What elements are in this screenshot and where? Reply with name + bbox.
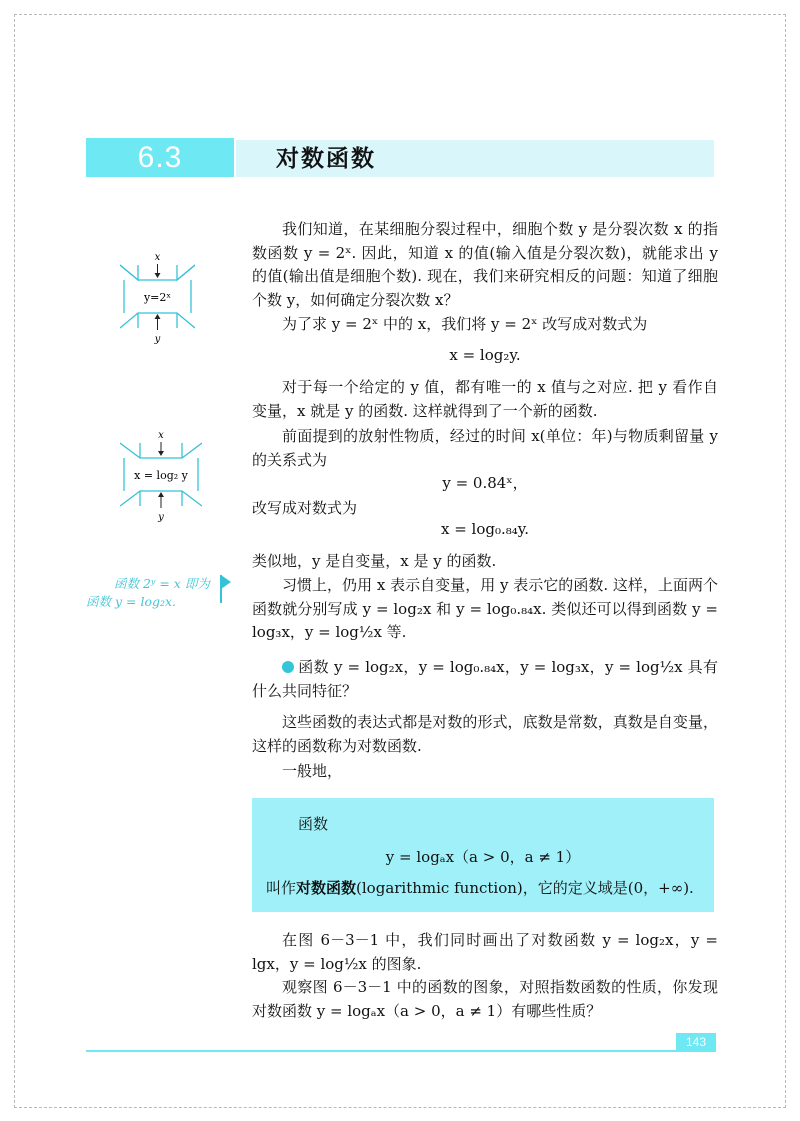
- definition-formula: y = logₐx（a > 0，a ≠ 1）: [385, 848, 581, 866]
- paragraph-radioactive: 前面提到的放射性物质，经过的时间 x(单位：年)与物质剩留量 y 的关系式为: [252, 427, 718, 469]
- flag-icon: [221, 575, 231, 589]
- definition-term: 对数函数: [296, 879, 357, 897]
- section-title-bar: [236, 140, 714, 177]
- paragraph-features: 这些函数的表达式都是对数的形式，底数是常数，真数是自变量，这样的函数称为对数函数.: [252, 713, 718, 755]
- diagram1-top: x: [154, 252, 161, 263]
- question-text: 函数 y = log₂x，y = log₀.₈₄x，y = log₃x，y = log½x 具有什么共同特征？: [252, 658, 718, 700]
- bullet-dot-icon: [282, 661, 294, 673]
- definition-suffix: (logarithmic function)，它的定义域是(0，+∞).: [356, 879, 694, 897]
- page-number: 143: [676, 1033, 716, 1051]
- definition-line1: 函数: [298, 815, 329, 833]
- diagram-exponential: [120, 250, 195, 345]
- paragraph-figure: 在图 6－3－1 中，我们同时画出了对数函数 y = log₂x，y = lgx，y = log½x 的图象.: [252, 931, 718, 973]
- footer-rule: [86, 1050, 716, 1052]
- margin-note-line1: 函数 2ʸ = x 即为: [114, 576, 210, 591]
- paragraph-convention: 习惯上，仍用 x 表示自变量，用 y 表示它的函数. 这样，上面两个函数就分别写成 y = log₂x 和 y = log₀.₈₄x. 类似还可以得到函数 y = log₃x，y = log½x 等.: [252, 576, 718, 641]
- paragraph-rewrite: 改写成对数式为: [252, 499, 358, 517]
- margin-note: [86, 575, 210, 611]
- definition-prefix: 叫作: [266, 879, 297, 897]
- equation-log2: x = log₂y.: [449, 346, 521, 364]
- definition-box: [252, 798, 714, 912]
- diagram1-label: y=2ˣ: [143, 291, 172, 304]
- diagram2-label: x = log₂ y: [134, 469, 188, 482]
- equation-log084: x = log₀.₈₄y.: [440, 520, 530, 538]
- paragraph-similarly: 类似地，y 是自变量，x 是 y 的函数.: [252, 552, 497, 570]
- diagram2-bottom: y: [158, 512, 164, 523]
- diagram1-bottom: y: [154, 334, 161, 345]
- paragraph-intro: 我们知道，在某细胞分裂过程中，细胞个数 y 是分裂次数 x 的指数函数 y = 2ˣ. 因此，知道 x 的值(输入值是分裂次数)，就能求出 y 的值(输出值是细胞个数). 现在，我们来研究相反的问题：知道了细胞个数 y，如何确定分裂次数 x？: [252, 220, 718, 309]
- margin-note-line2: 函数 y = log₂x.: [86, 594, 177, 609]
- diagram2-top: x: [158, 430, 164, 441]
- section-number: 6.3: [137, 141, 183, 174]
- paragraph-solve-x: 为了求 y = 2ˣ 中的 x，我们将 y = 2ˣ 改写成对数式为: [282, 315, 648, 333]
- question: [252, 656, 718, 703]
- paragraph-generally: 一般地，: [282, 762, 343, 780]
- definition-line3: [266, 877, 694, 898]
- diagram-logarithm: [120, 428, 202, 523]
- paragraph-new-function: 对于每一个给定的 y 值，都有唯一的 x 值与之对应. 把 y 看作自变量，x 就是 y 的函数. 这样就得到了一个新的函数.: [252, 378, 718, 420]
- paragraph-observe: 观察图 6－3－1 中的函数的图象，对照指数函数的性质，你发现对数函数 y = logₐx（a > 0，a ≠ 1）有哪些性质？: [252, 978, 718, 1020]
- equation-decay: y = 0.84ˣ，: [442, 474, 528, 492]
- section-number-bar: [86, 138, 234, 177]
- section-title: 对数函数: [276, 145, 376, 172]
